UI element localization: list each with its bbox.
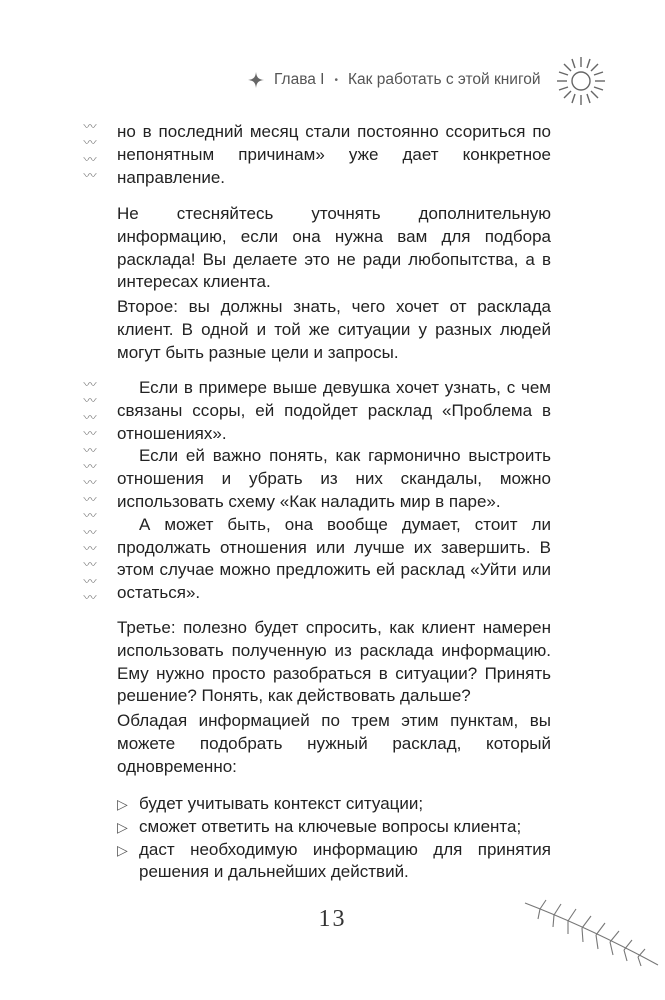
body-section-1 [117, 203, 551, 365]
four-point-star-icon [248, 72, 264, 88]
body-section-2 [117, 617, 551, 779]
chapter-title: Как работать с этой книгой [348, 71, 541, 88]
example-paragraph: Если в примере выше девушка хочет узнать, с чем связаны ссоры, ей подойдет расклад «Проблема в отношениях». [117, 378, 551, 443]
running-header [248, 66, 541, 94]
page-number: 13 [318, 906, 347, 932]
example-paragraph: Если ей важно понять, как гармонично выстроить отношения и убрать из них скандалы, можно использовать схему «Как наладить мир в паре». [117, 446, 551, 511]
chapter-label: Глава I [274, 71, 325, 88]
fern-leaf-icon [520, 893, 660, 973]
list-item: ▷ сможет ответить на ключевые вопросы клиента; [117, 816, 551, 839]
ornament-tilde-column: 〰 〰 〰 〰 〰 〰 〰 〰 〰 〰 〰 〰 〰 〰 [83, 378, 97, 607]
list-item: ▷ даст необходимую информацию для принятия решения и дальнейших действий. [117, 839, 551, 882]
bullet-list [117, 793, 551, 884]
quote-text: но в последний месяц стали постоянно ссориться по непонятным причинам» уже дает конкретное направление. [117, 122, 551, 187]
sun-moon-icon [555, 55, 607, 107]
header-separator: • [334, 74, 338, 86]
example-paragraph: А может быть, она вообще думает, стоит ли продолжать отношения или лучше их завершить. В этом случае можно предложить ей расклад «Уйти или остаться». [117, 514, 551, 603]
bullet-arrow-icon: ▷ [117, 841, 128, 858]
paragraph: Не стесняйтесь уточнять дополнительную информацию, если она нужна вам для подбора расклада! Вы делаете это не ради любопытства, а в интересах клиента. [117, 204, 551, 292]
quote-continuation [117, 121, 551, 189]
bullet-arrow-icon: ▷ [117, 818, 128, 835]
example-box [117, 377, 551, 605]
paragraph: Второе: вы должны знать, чего хочет от расклада клиент. В одной и той же ситуации у разных людей могут быть разные цели и запросы. [117, 297, 551, 362]
list-item: ▷ будет учитывать контекст ситуации; [117, 793, 551, 816]
ornament-tilde-column: 〰 〰 〰 〰 [83, 120, 97, 185]
paragraph: Обладая информацией по трем этим пунктам, вы можете подобрать нужный расклад, который одновременно: [117, 711, 551, 776]
bullet-arrow-icon: ▷ [117, 796, 128, 812]
paragraph: Третье: полезно будет спросить, как клиент намерен использовать полученную из расклада информацию. Ему нужно просто разобраться в ситуации? Принять решение? Понять, как действовать дальше? [117, 618, 551, 706]
